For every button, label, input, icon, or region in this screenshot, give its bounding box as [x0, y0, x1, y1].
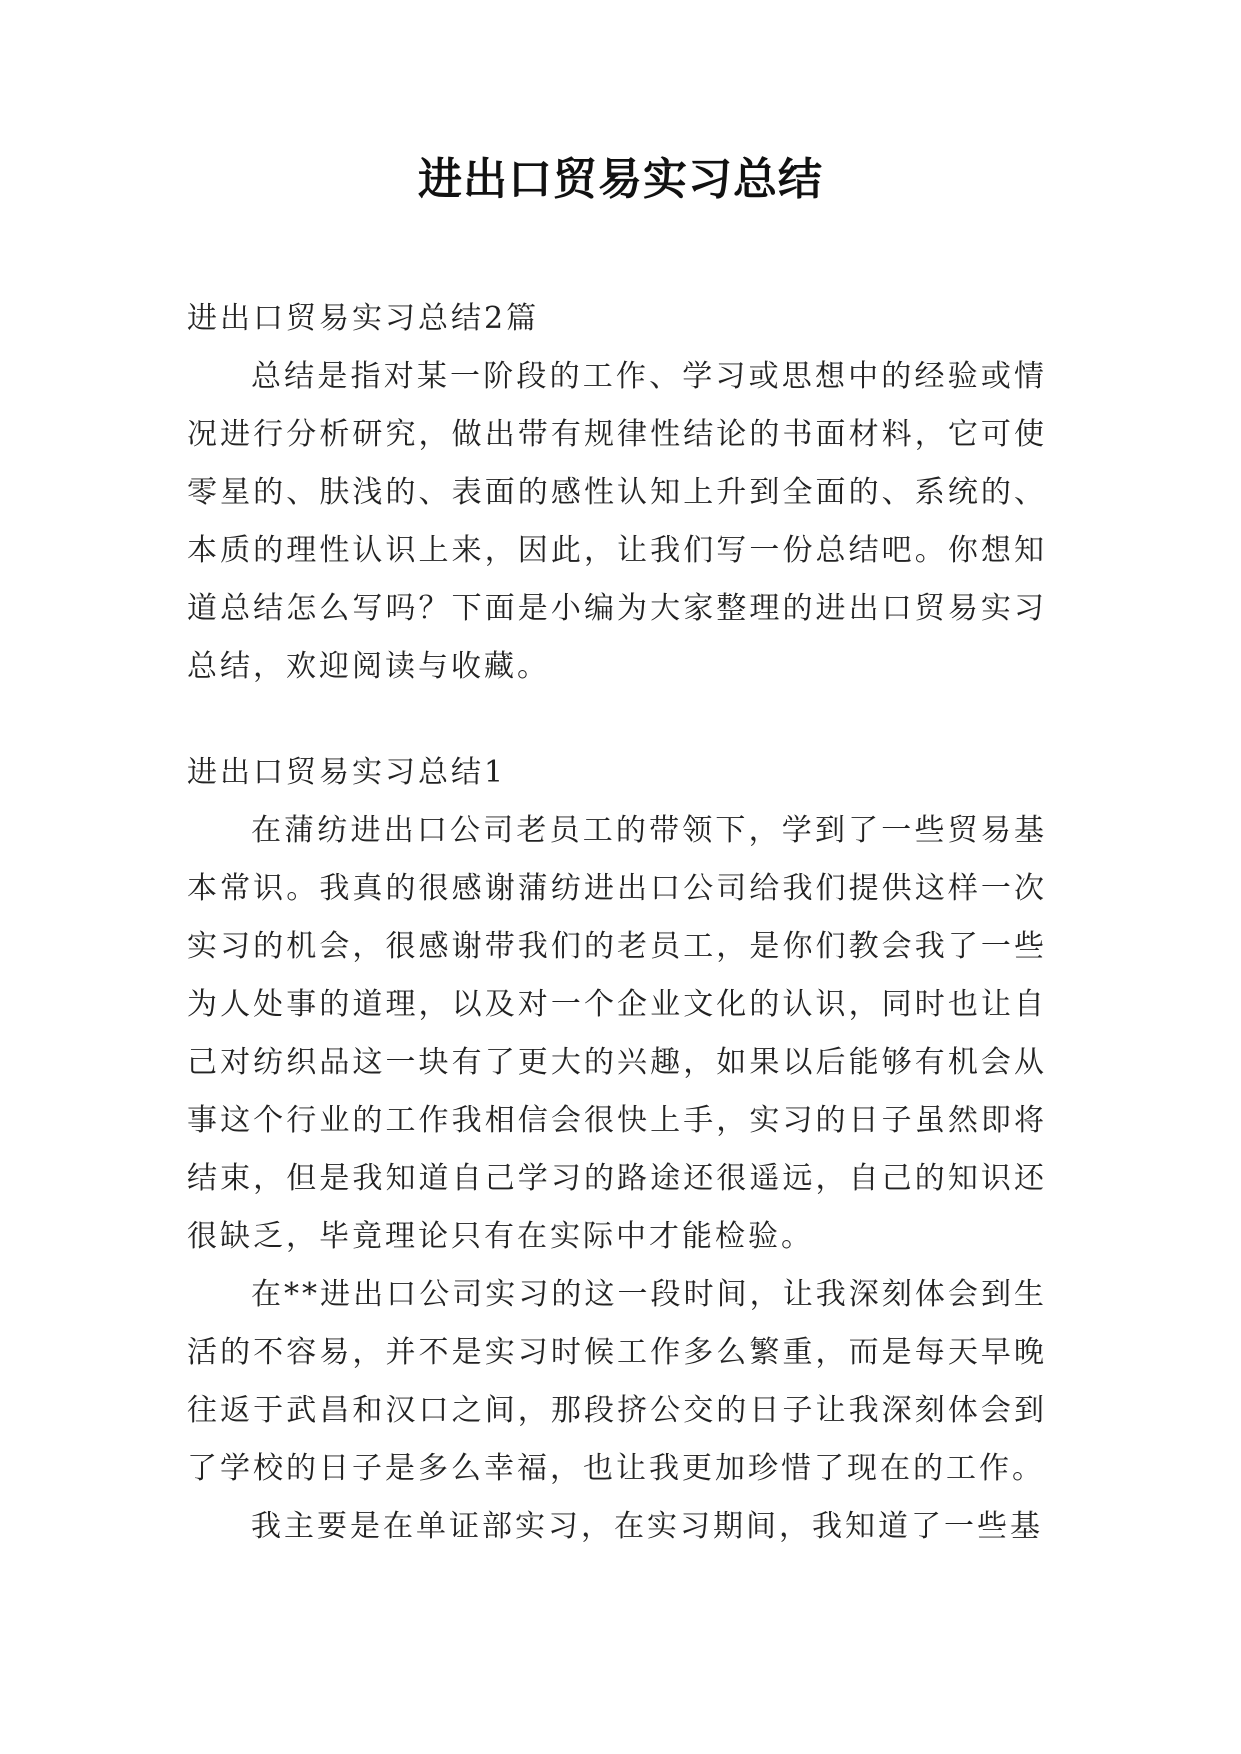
body-paragraph: 我主要是在单证部实习，在实习期间，我知道了一些基 [251, 1509, 1043, 1544]
section-heading: 进出口贸易实习总结1 [187, 755, 507, 790]
document-title: 进出口贸易实习总结 [418, 154, 823, 205]
intro-paragraph: 总结是指对某一阶段的工作、学习或思想中的经验或情况进行分析研究，做出带有规律性结论的书面材料，它可使零星的、肤浅的、表面的感性认知上升到全面的、系统的、本质的理性认识上来，因此，让我们写一份总结吧。你想知道总结怎么写吗？下面是小编为大家整理的进出口贸易实习总结，欢迎阅读与收藏。 [187, 359, 1047, 684]
body-paragraph: 在蒲纺进出口公司老员工的带领下，学到了一些贸易基本常识。我真的很感谢蒲纺进出口公司给我们提供这样一次实习的机会，很感谢带我们的老员工，是你们教会我了一些为人处事的道理，以及对一个企业文化的认识，同时也让自己对纺织品这一块有了更大的兴趣，如果以后能够有机会从事这个行业的工作我相信会很快上手，实习的日子虽然即将结束，但是我知道自己学习的路途还很遥远，自己的知识还很缺乏，毕竟理论只有在实际中才能检验。 [187, 813, 1047, 1254]
document-body [187, 290, 1047, 1556]
section-spacer [187, 696, 1047, 744]
document-subtitle: 进出口贸易实习总结2篇 [187, 301, 540, 336]
body-paragraph: 在**进出口公司实习的这一段时间，让我深刻体会到生活的不容易，并不是实习时候工作多么繁重，而是每天早晚往返于武昌和汉口之间，那段挤公交的日子让我深刻体会到了学校的日子是多么幸福，也让我更加珍惜了现在的工作。 [187, 1277, 1047, 1486]
